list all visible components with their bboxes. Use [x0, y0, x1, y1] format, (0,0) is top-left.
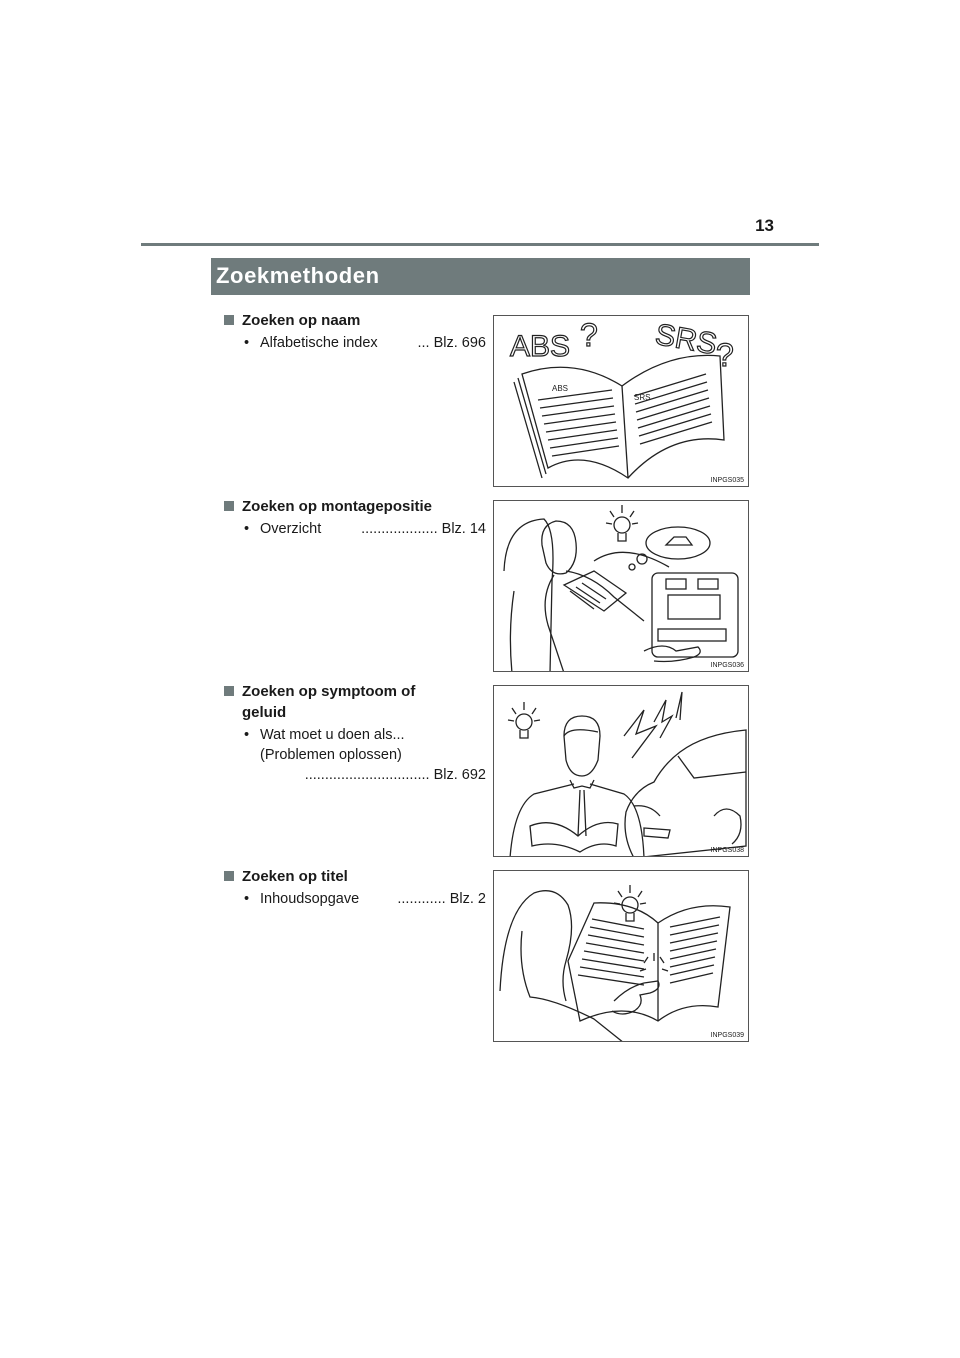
entry-search-by-symptom: [224, 681, 486, 785]
entry-search-by-name: [224, 310, 486, 353]
top-rule: [141, 243, 819, 246]
entry-title-text-line2: geluid: [242, 704, 287, 721]
section-header: [211, 258, 750, 295]
thought-bubble-icon: [646, 527, 710, 559]
abs-large-label: ABS: [510, 330, 571, 363]
section-title: Zoekmethoden: [216, 263, 380, 288]
entry-search-by-title: [224, 866, 486, 909]
bullet-icon: •: [244, 727, 250, 743]
item-text: Inhoudsopgave: [260, 891, 360, 907]
illustration-person-car-noise: [493, 685, 749, 857]
entry-item: [224, 725, 486, 785]
entry-item: [224, 889, 486, 909]
srs-small-label: SRS: [634, 393, 651, 402]
image-code: INPGS038: [710, 847, 744, 854]
entry-title: [224, 866, 486, 887]
entry-item: [224, 333, 486, 353]
item-reference[interactable]: ............................... Blz. 692: [304, 767, 486, 783]
entry-item: [224, 519, 486, 539]
item-reference[interactable]: ... Blz. 696: [417, 335, 486, 351]
srs-large-label: SRS: [652, 318, 720, 362]
page-number: 13: [755, 216, 774, 235]
lightbulb-icon: [516, 714, 532, 730]
question-mark-1: ?: [580, 317, 598, 353]
lightbulb-icon: [614, 517, 630, 533]
bullet-icon: •: [244, 891, 250, 907]
image-code: INPGS036: [710, 662, 744, 669]
square-bullet-icon: [224, 315, 234, 325]
abs-small-label: ABS: [552, 384, 569, 393]
square-bullet-icon: [224, 501, 234, 511]
entry-title-text-line1: Zoeken op symptoom of: [242, 683, 416, 700]
question-mark-2: ?: [716, 337, 734, 373]
item-text: Alfabetische index: [260, 335, 378, 351]
illustration-reading-contents: [493, 870, 749, 1042]
bullet-icon: •: [244, 521, 250, 537]
image-code: INPGS039: [710, 1032, 744, 1039]
entry-title-text: Zoeken op montagepositie: [242, 498, 433, 515]
item-text-line1: Wat moet u doen als...: [260, 727, 405, 743]
image-code: INPGS035: [710, 477, 744, 484]
entry-title-text: Zoeken op titel: [242, 868, 348, 885]
item-reference[interactable]: ................... Blz. 14: [361, 521, 486, 537]
entry-search-by-position: [224, 496, 486, 539]
entry-title-text: Zoeken op naam: [242, 312, 361, 329]
bullet-icon: •: [244, 335, 250, 351]
square-bullet-icon: [224, 686, 234, 696]
illustration-driver-dashboard: [493, 500, 749, 672]
entry-title: [224, 681, 486, 723]
square-bullet-icon: [224, 871, 234, 881]
entry-title: [224, 310, 486, 331]
item-text: Overzicht: [260, 521, 322, 537]
item-text-line2: (Problemen oplossen): [260, 747, 402, 763]
entry-title: [224, 496, 486, 517]
illustration-manual-abs-srs: [493, 315, 749, 487]
item-reference[interactable]: ............ Blz. 2: [397, 891, 486, 907]
